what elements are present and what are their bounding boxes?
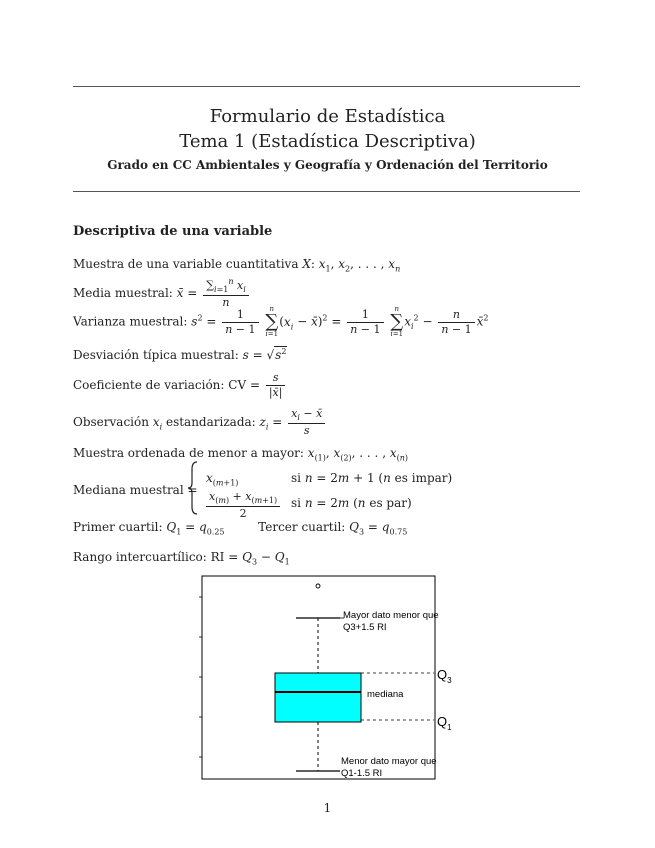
program-name: Grado en CC Ambientales y Geografía y Ordenación del Territorio <box>107 158 548 172</box>
lower-whisker-label-1: Menor dato mayor que <box>341 756 437 767</box>
section-title: Descriptiva de una variable <box>73 224 273 239</box>
formula-std-dev: Desviación típica muestral: $s = √s^2$ <box>73 347 287 362</box>
formula-median-label: Mediana muestral = <box>73 483 198 497</box>
iqr-box <box>275 673 361 722</box>
formula-iqr: Rango intercuartílico: RI = $Q_3 - Q_1$ <box>73 550 290 567</box>
document-subtitle: Tema 1 (Estadística Descriptiva) <box>179 131 476 152</box>
median-odd-case: $x_{(m+1)}$ <box>206 471 239 488</box>
upper-whisker-label-2: Q3+1.5 RI <box>343 622 387 633</box>
median-odd-condition: si n = 2m + 1 (n es impar) <box>291 471 453 485</box>
document-title: Formulario de Estadística <box>209 106 446 127</box>
formula-standardized: Observación $x_i$ estandarizada: $z_i$ = $\frac{x_i - x̄}{s}$ <box>73 407 327 438</box>
formula-variance: Varianza muestral: $s^2$ = $\frac{1}{n - 1}$ n ∑ $i=1(x_i$ − x̄)$^2$ = $\frac{1}{n - 1}$ n ∑ $i=1x_i^2$ − $\frac{n}{n - 1}$ x̄$^2$ <box>73 305 489 338</box>
median-even-case: $\frac{x_{(m)} + x_{(m+1)}}{2}$ <box>204 490 282 521</box>
median-annotation: mediana <box>367 689 404 700</box>
upper-whisker-label-1: Mayor dato menor que <box>343 610 439 621</box>
outlier-point <box>316 584 320 588</box>
formula-mean: Media muestral: x̄ = $\frac{\sum_{i=1}^n x_i}{n}$ <box>73 277 251 310</box>
q3-annotation: $Q_3$ <box>437 667 452 685</box>
formula-ordered-sample: Muestra ordenada de menor a mayor: $x_{(1)}$, $x_{(2)}$, . . . , $x_{(n)}$ <box>73 446 409 463</box>
formula-sample: Muestra de una variable cuantitativa X: $x_1$, $x_2$, . . . , $x_n$ <box>73 257 401 274</box>
formula-cv: Coeficiente de variación: CV = $\frac{s}{|x̄|}$ <box>73 371 287 400</box>
lower-whisker-label-2: Q1-1.5 RI <box>341 768 383 779</box>
median-even-condition: si n = 2m (n es par) <box>291 496 412 510</box>
formula-quartiles: Primer cuartil: $Q_1 = q_{0.25}$ Tercer cuartil: $Q_3 = q_{0.75}$ <box>73 520 408 537</box>
q1-annotation: $Q_1$ <box>437 714 452 732</box>
page-number: 1 <box>323 801 332 815</box>
